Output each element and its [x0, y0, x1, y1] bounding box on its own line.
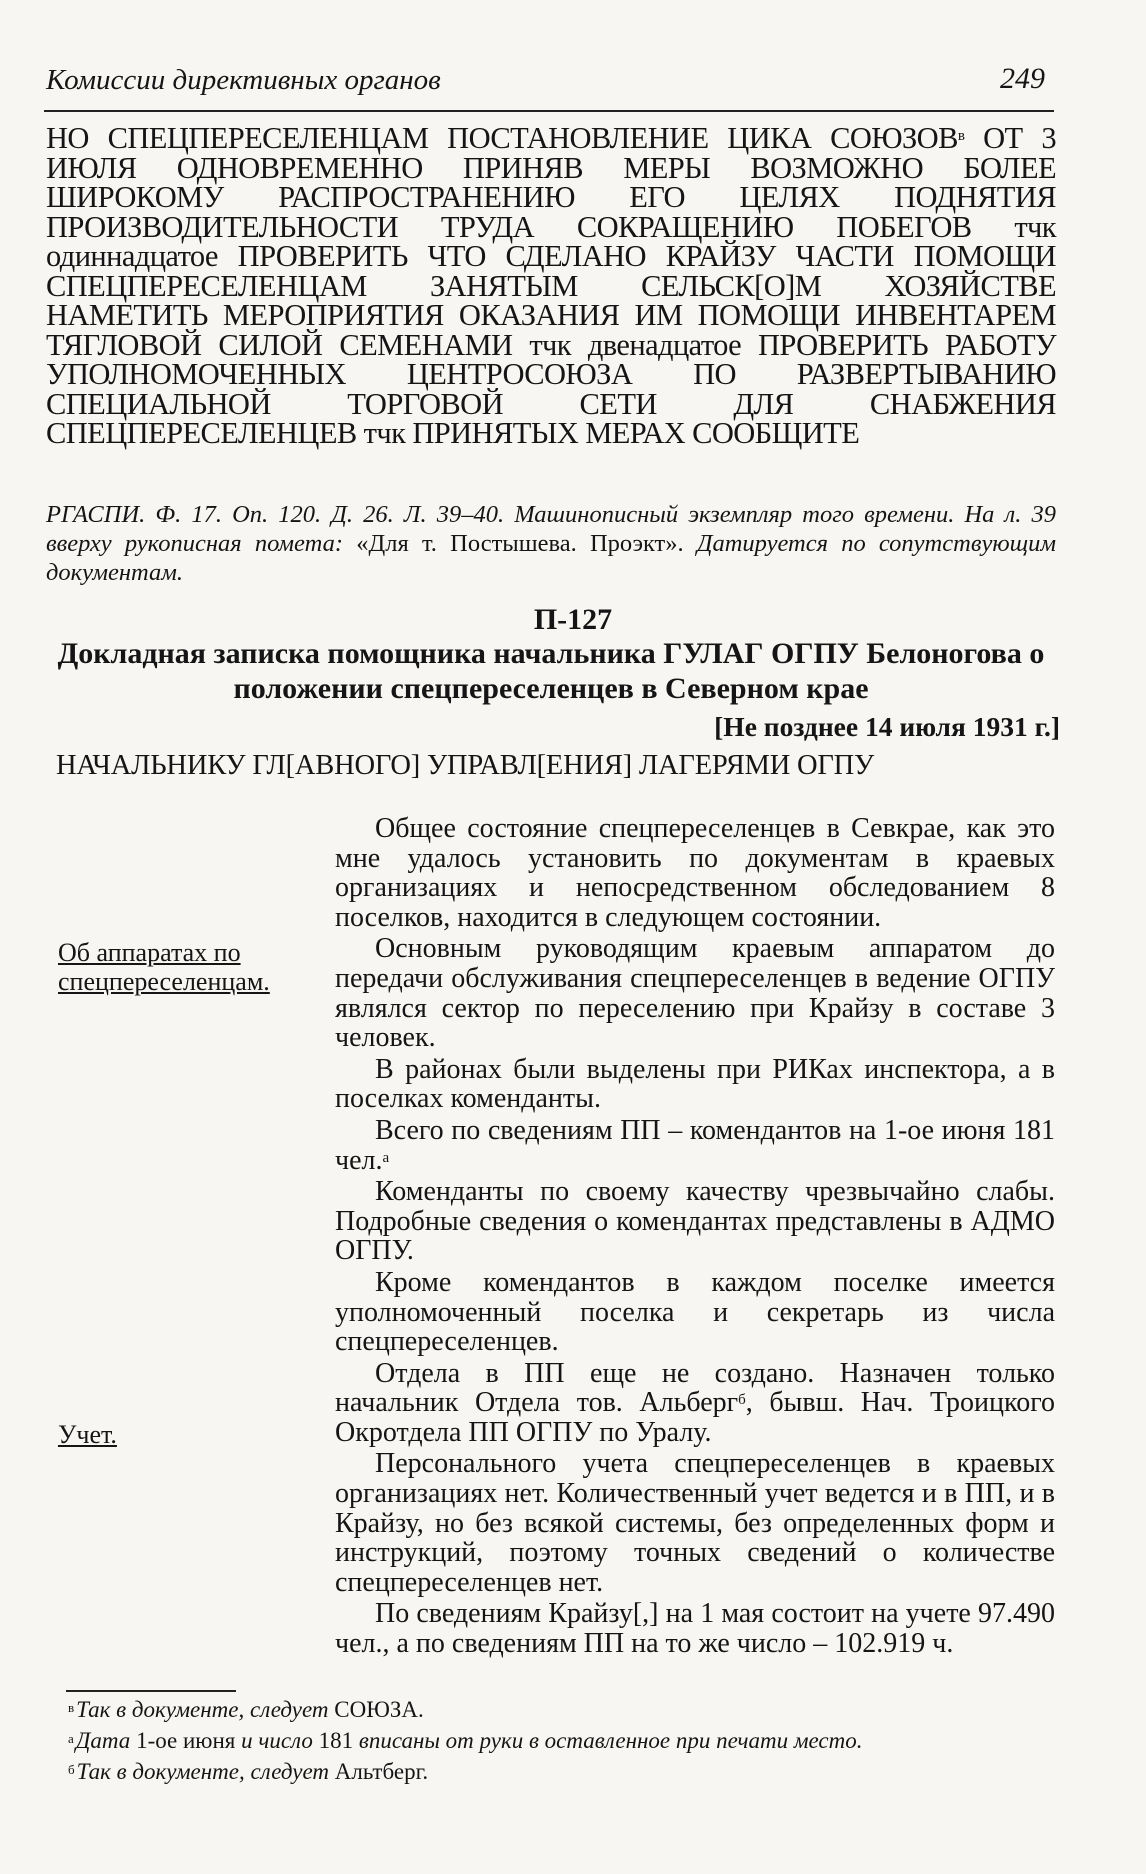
- footnote-v: $^в$Так в документе, следует СОЮЗА.: [68, 1697, 424, 1722]
- running-header-title: Комиссии директивных органов: [46, 64, 441, 96]
- footnote-mark-a: а: [382, 1149, 390, 1166]
- document-title: Докладная записка помощника начальника ГУЛАГ ОГПУ Белоногова о положении спецпереселенцев в Северном крае: [57, 637, 1045, 705]
- footnote-mark-v: в: [957, 128, 965, 144]
- source-dating: Датируется по сопутствующим документам.: [46, 530, 1056, 586]
- telegram-part-2: ОТ 3 ИЮЛЯ ОДНОВРЕМЕННО ПРИНЯВ МЕРЫ ВОЗМОЖНО БОЛЕЕ ШИРОКОМУ РАСПРОСТРАНЕНИЮ ЕГО ЦЕЛЯХ ПОДНЯТИЯ ПРОИЗВОДИТЕЛЬНОСТИ ТРУДА СОКРАЩЕНИЮ ПОБЕГОВ тчк одиннадцатое ПРОВЕРИТЬ ЧТО СДЕЛАНО КРАЙЗУ ЧАСТИ ПОМОЩИ СПЕЦПЕРЕСЕЛЕНЦАМ ЗАНЯТЫМ СЕЛЬСК[О]М ХОЗЯЙСТВЕ НАМЕТИТЬ МЕРОПРИЯТИЯ ОКАЗАНИЯ ИМ ПОМОЩИ ИНВЕНТАРЕМ ТЯГЛОВОЙ СИЛОЙ СЕМЕНАМИ тчк двенадцатое ПРОВЕРИТЬ РАБОТУ УПОЛНОМОЧЕННЫХ ЦЕНТРОСОЮЗА ПО РАЗВЕРТЫВАНИЮ СПЕЦИАЛЬНОЙ ТОРГОВОЙ СЕТИ ДЛЯ СНАБЖЕНИЯ СПЕЦПЕРЕСЕЛЕНЦЕВ тчк ПРИНЯТЫХ МЕРАХ СООБЩИТЕ: [46, 121, 1056, 450]
- paragraph-figures: По сведениям Крайзу[,] на 1 мая состоит на учете 97.490 чел., а по сведениям ПП на то же число – 102.919 ч.: [335, 1598, 1055, 1660]
- margin-note-accounting: Учет.: [58, 1420, 117, 1449]
- header-rule: [44, 110, 1054, 112]
- document-addressee: НАЧАЛЬНИКУ ГЛ[АВНОГО] УПРАВЛ[ЕНИЯ] ЛАГЕРЯМИ ОГПУ: [56, 750, 875, 781]
- paragraph-department: Отдела в ПП еще не создано. Назначен только начальник Отдела тов. Альберг$^б$, бывш. Нач. Троицкого Окротдела ПП ОГПУ по Уралу.: [335, 1357, 1055, 1448]
- footnote-a: $^а$Дата 1-ое июня и число 181 вписаны от руки в оставленное при печати место.: [68, 1728, 863, 1753]
- paragraph-accounting: Персонального учета спецпереселенцев в краевых организациях нет. Количественный учет ведется и в ПП, и в Крайзу, но без всякой системы, без определенных форм и инструкций, поэтому точных сведений о количестве спецпереселенцев нет.: [335, 1448, 1055, 1598]
- telegram-text: [46, 121, 1056, 450]
- footnote-mark-b: б: [738, 1392, 746, 1409]
- footnote-b: $^б$Так в документе, следует Альтберг.: [68, 1759, 429, 1784]
- footnote-rule: [66, 1690, 236, 1692]
- paragraph-inspectors: В районах были выделены при РИКах инспектора, а в поселках коменданты.: [335, 1053, 1055, 1115]
- document-number: П-127: [533, 603, 613, 636]
- paragraph-plenipotentiary: Кроме комендантов в каждом поселке имеется уполномоченный поселка и секретарь из числа спецпереселенцев.: [335, 1266, 1055, 1358]
- margin-note-apparatus: Об аппаратах по спецпереселенцам.: [58, 938, 270, 996]
- footnotes: [68, 1694, 863, 1787]
- report-body: [335, 814, 1055, 1661]
- page-number: 249: [1000, 62, 1045, 95]
- paragraph-commandants-quality: Коменданты по своему качеству чрезвычайно слабы. Подробные сведения о комендантах представлены в АДМО ОГПУ.: [335, 1176, 1055, 1267]
- source-reference: РГАСПИ. Ф. 17. Оп. 120. Д. 26. Л. 39–40. Машинописный экземпляр того времени. На л. 39 вверху рукописная помета:: [46, 501, 1056, 557]
- source-quote: «Для т. Постышева. Проэкт».: [356, 530, 684, 557]
- document-date: [Не позднее 14 июля 1931 г.]: [714, 711, 1060, 742]
- telegram-part-1: НО СПЕЦПЕРЕСЕЛЕНЦАМ ПОСТАНОВЛЕНИЕ ЦИКА СОЮЗОВ: [46, 121, 958, 155]
- paragraph-apparatus: Основным руководящим краевым аппаратом до передачи обслуживания спецпереселенцев в ведение ОГПУ являлся сектор по переселению при Крайзу в составе 3 человек.: [335, 933, 1055, 1054]
- paragraph-general-state: Общее состояние спецпереселенцев в Севкрае, как это мне удалось установить по документам в краевых организациях и непосредственном обследованием 8 поселков, находится в следующем состоянии.: [335, 813, 1055, 933]
- paragraph-commandants-count: Всего по сведениям ПП – комендантов на 1-ое июня 181 чел.$^а$: [335, 1114, 1055, 1176]
- archival-source-note: [46, 500, 1056, 587]
